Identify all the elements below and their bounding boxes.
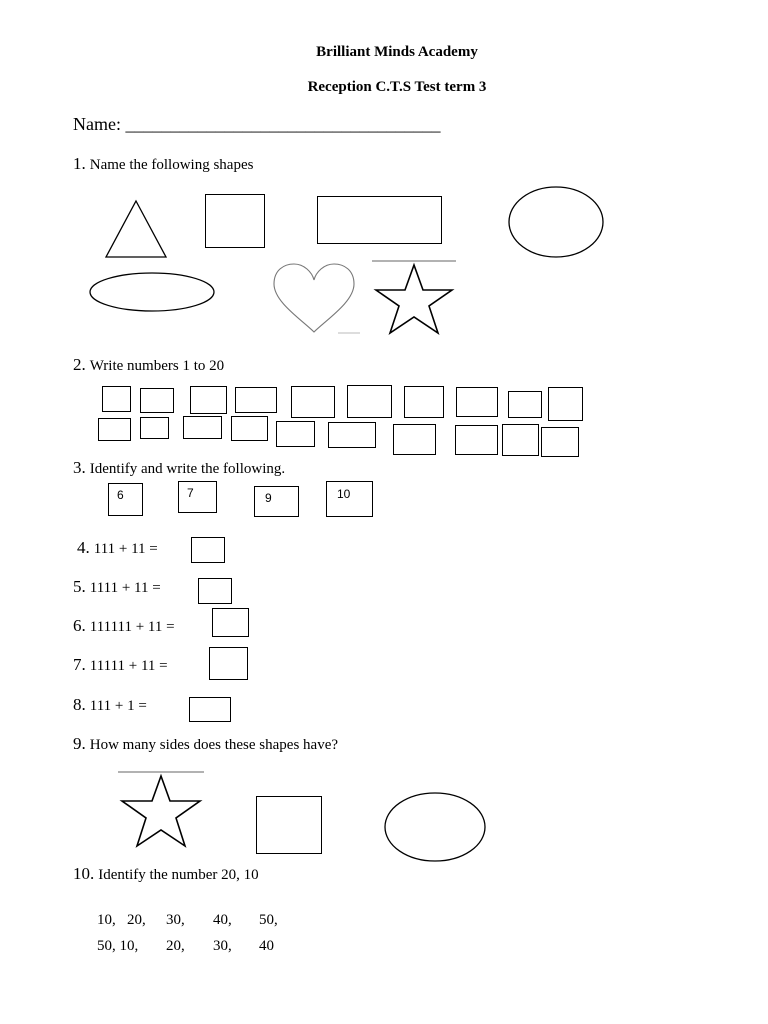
question-text: 1111 + 11 = (89, 580, 161, 596)
rectangle-shape (317, 196, 442, 244)
number-answer-box[interactable] (291, 386, 335, 418)
question-number: 8. (73, 695, 86, 714)
number-answer-box[interactable] (404, 386, 444, 418)
question-1 (73, 154, 253, 174)
number-row (97, 912, 397, 932)
number-answer-box[interactable] (456, 387, 498, 417)
question-text: Identify and write the following. (89, 461, 286, 477)
star-shape (118, 770, 206, 850)
test-title: Reception C.T.S Test term 3 (307, 79, 487, 95)
answer-box[interactable] (209, 647, 248, 680)
identify-box[interactable]: 9 (254, 486, 299, 517)
name-label: Name: (73, 114, 121, 134)
number-row (97, 938, 397, 958)
identify-box[interactable]: 10 (326, 481, 373, 517)
number-item[interactable]: 30, (166, 912, 185, 928)
number-answer-box[interactable] (276, 421, 315, 447)
number-item[interactable]: 20, (166, 938, 185, 954)
answer-box[interactable] (189, 697, 231, 722)
answer-box[interactable] (212, 608, 249, 637)
name-field[interactable] (73, 114, 440, 135)
number-answer-box[interactable] (548, 387, 583, 421)
answer-box[interactable] (198, 578, 232, 604)
number-answer-box[interactable] (140, 417, 169, 439)
number-item[interactable]: 10, (97, 912, 116, 928)
question-number: 3. (73, 458, 86, 477)
number-answer-box[interactable] (328, 422, 376, 448)
number-item[interactable]: 50, (259, 912, 278, 928)
question-number: 10. (73, 864, 95, 883)
question-text: 111111 + 11 = (89, 619, 175, 635)
circle-shape (508, 186, 606, 260)
number-item[interactable]: 40, (213, 912, 232, 928)
question-number: 7. (73, 655, 86, 674)
question-text: 111 + 1 = (89, 698, 147, 714)
number-answer-box[interactable] (502, 424, 539, 456)
question-number: 1. (73, 154, 86, 173)
number-item[interactable]: 20, (127, 912, 146, 928)
question-text: Write numbers 1 to 20 (89, 358, 225, 374)
number-answer-box[interactable] (347, 385, 392, 418)
question-text: Name the following shapes (89, 157, 254, 173)
question-3 (73, 458, 285, 478)
question-5 (73, 577, 161, 597)
question-number: 4. (77, 538, 90, 557)
heart-shape (272, 262, 356, 336)
number-answer-box[interactable] (102, 386, 131, 412)
identify-box[interactable]: 7 (178, 481, 217, 513)
name-line[interactable]: ___________________________________ (125, 114, 441, 134)
question-number: 9. (73, 734, 86, 753)
number-answer-box[interactable] (190, 386, 227, 414)
triangle-shape (104, 199, 168, 259)
question-10 (73, 864, 259, 884)
question-text: 111 + 11 = (93, 541, 158, 557)
question-number: 2. (73, 355, 86, 374)
square-shape (256, 796, 322, 854)
number-answer-box[interactable] (140, 388, 174, 413)
number-answer-box[interactable] (235, 387, 277, 413)
number-answer-box[interactable] (508, 391, 542, 418)
question-9 (73, 734, 338, 754)
question-2 (73, 355, 224, 375)
school-name: Brilliant Minds Academy (316, 44, 478, 60)
number-answer-box[interactable] (98, 418, 131, 441)
question-number: 6. (73, 616, 86, 635)
question-text: Identify the number 20, 10 (98, 867, 259, 883)
number-answer-box[interactable] (183, 416, 222, 439)
question-4 (77, 538, 158, 558)
square-shape (205, 194, 265, 248)
question-text: 11111 + 11 = (89, 658, 168, 674)
number-item[interactable]: 40 (259, 938, 274, 954)
number-answer-box[interactable] (393, 424, 436, 455)
answer-box[interactable] (191, 537, 225, 563)
number-answer-box[interactable] (231, 416, 268, 441)
number-answer-box[interactable] (541, 427, 579, 457)
question-6 (73, 616, 175, 636)
oval-shape (384, 792, 488, 864)
question-7 (73, 655, 168, 675)
number-item[interactable]: 30, (213, 938, 232, 954)
number-answer-box[interactable] (455, 425, 498, 455)
number-item[interactable]: 50, 10, (97, 938, 139, 954)
oval-shape (89, 272, 217, 314)
star-shape (372, 259, 458, 337)
question-8 (73, 695, 147, 715)
question-number: 5. (73, 577, 86, 596)
identify-box[interactable]: 6 (108, 483, 143, 516)
question-text: How many sides does these shapes have? (89, 737, 339, 753)
